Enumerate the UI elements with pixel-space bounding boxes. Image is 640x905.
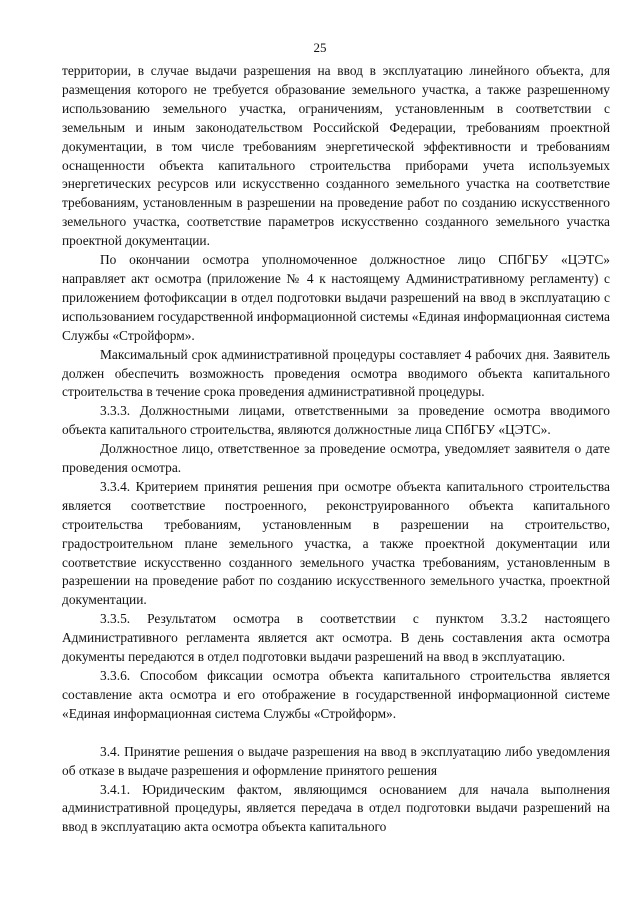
paragraph-continuation: территории, в случае выдачи разрешения на ввод в эксплуатацию линейного объекта, для размещения которого не требуется образование земельного участка, а также разрешенному использованию земельного участка, ограничениям, установленным в соответствии с земельным и иным законодательством Российской Федерации, требованиям проектной документации, в том числе требованиям энергетической эффективности и требованиям оснащенности объекта капитального строительства приборами учета используемых энергетических ресурсов или искусственно созданного земельного участка на соответствие требованиям, установленным в разрешении на проведение работ по созданию искусственного земельного участка, соответствие параметров искусственно созданного земельного участка проектной документации. <box>62 63 610 249</box>
document-body <box>62 62 610 837</box>
paragraph-3-4-1: 3.4.1. Юридическим фактом, являющимся основанием для начала выполнения административной процедуры, является передача в отдел подготовки выдачи разрешений на ввод в эксплуатацию акта осмотра объекта капитального <box>62 781 610 835</box>
paragraph-3-3-6: 3.3.6. Способом фиксации осмотра объекта капитального строительства является составление акта осмотра и его отображение в государственной информационной системе «Единая информационная система Службы «Стройформ». <box>62 668 610 721</box>
paragraph-inspection-act: По окончании осмотра уполномоченное должностное лицо СПбГБУ «ЦЭТС» направляет акт осмотра (приложение № 4 к настоящему Административному регламенту) с приложением фотофиксации в отдел подготовки выдачи разрешений на ввод в эксплуатацию с использованием государственной информационной системы «Единая информационная система Службы «Стройформ». <box>62 252 610 343</box>
paragraph-notify: Должностное лицо, ответственное за проведение осмотра, уведомляет заявителя о дате проведения осмотра. <box>62 441 610 476</box>
paragraph-3-3-4: 3.3.4. Критерием принятия решения при осмотре объекта капитального строительства является соответствие построенного, реконструированного объекта капитального строительства требованиям, установленным в разрешении на строительство, градостроительном плане земельного участка, а также проектной документации или соответствие искусственно созданного земельного участка требованиям, установленным в разрешении на проведение работ по созданию искусственного земельного участка, проектной документации. <box>62 478 610 608</box>
section-heading-3-4: 3.4. Принятие решения о выдаче разрешения на ввод в эксплуатацию либо уведомления об отказе в выдаче разрешения и оформление принятого решения <box>62 743 610 778</box>
paragraph-3-3-5: 3.3.5. Результатом осмотра в соответствии с пунктом 3.3.2 настоящего Административного регламента является акт осмотра. В день составления акта осмотра документы передаются в отдел подготовки выдачи разрешений на ввод в эксплуатацию. <box>62 611 610 665</box>
paragraph-max-term: Максимальный срок административной процедуры составляет 4 рабочих дня. Заявитель должен обеспечить возможность проведения осмотра вводимого объекта капитального строительства в течение срока проведения административной процедуры. <box>62 346 610 400</box>
page-number: 25 <box>313 40 327 55</box>
paragraph-3-3-3: 3.3.3. Должностными лицами, ответственными за проведение осмотра вводимого объекта капитального строительства, являются должностные лица СПбГБУ «ЦЭТС». <box>62 403 610 438</box>
